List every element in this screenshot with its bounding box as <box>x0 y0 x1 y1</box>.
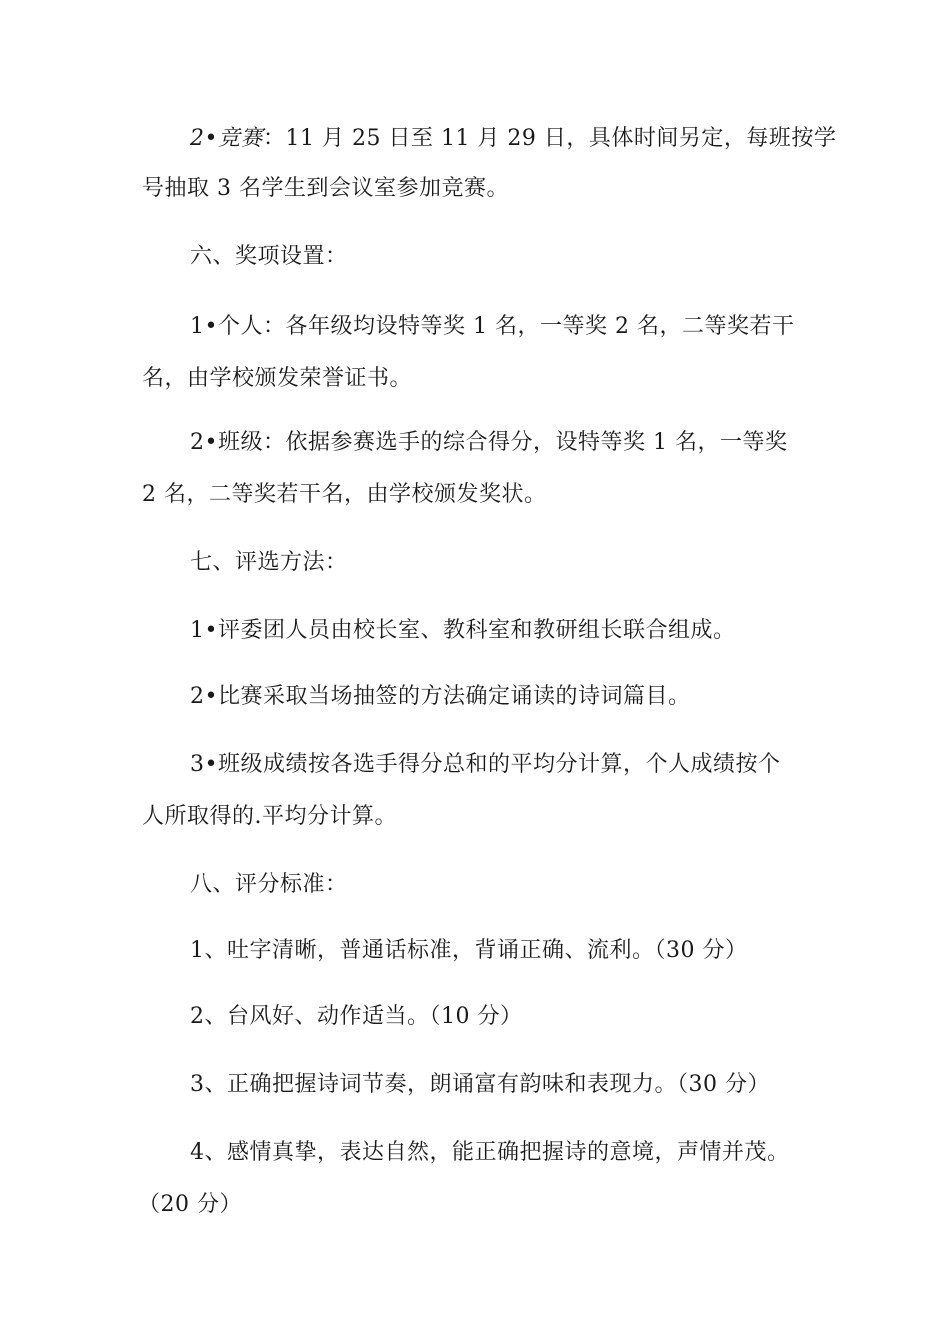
paragraph-scoring-line2: 人所取得的.平均分计算。 <box>142 804 397 829</box>
paragraph-individual-line1: 1•个人：各年级均设特等奖 1 名，一等奖 2 名，二等奖若干 <box>190 314 795 339</box>
paragraph-competition-line2: 号抽取 3 名学生到会议室参加竞赛。 <box>142 176 509 201</box>
paragraph-judges: 1•评委团人员由校长室、教科室和教研组长联合组成。 <box>190 618 736 643</box>
paragraph-class-line1: 2•班级：依据参赛选手的综合得分，设特等奖 1 名，一等奖 <box>190 430 788 455</box>
paragraph-scoring-line1: 3•班级成绩按各选手得分总和的平均分计算，个人成绩按个 <box>190 752 781 777</box>
paragraph-draw: 2•比赛采取当场抽签的方法确定诵读的诗词篇目。 <box>190 684 691 709</box>
paragraph-class-line2: 2 名，二等奖若干名，由学校颁发奖状。 <box>142 482 547 507</box>
paragraph-competition-line1 <box>190 124 836 154</box>
criterion-4-line1: 4、感情真挚，表达自然，能正确把握诗的意境，声情并茂。 <box>190 1140 790 1165</box>
paragraph-individual-line2: 名，由学校颁发荣誉证书。 <box>142 366 413 391</box>
criterion-4-line2: （20 分） <box>138 1192 242 1217</box>
competition-label: 2•竞赛 <box>190 126 263 151</box>
heading-selection-method: 七、评选方法： <box>190 550 348 575</box>
competition-text: ：11 月 25 日至 11 月 29 日，具体时间另定，每班按学 <box>262 126 837 151</box>
criterion-3: 3、正确把握诗词节奏，朗诵富有韵味和表现力。（30 分） <box>190 1072 770 1097</box>
criterion-2: 2、台风好、动作适当。（10 分） <box>190 1004 523 1029</box>
criterion-1: 1、吐字清晰，普通话标准，背诵正确、流利。（30 分） <box>190 938 748 963</box>
heading-awards: 六、奖项设置： <box>190 244 348 269</box>
heading-criteria: 八、评分标准： <box>190 872 348 897</box>
